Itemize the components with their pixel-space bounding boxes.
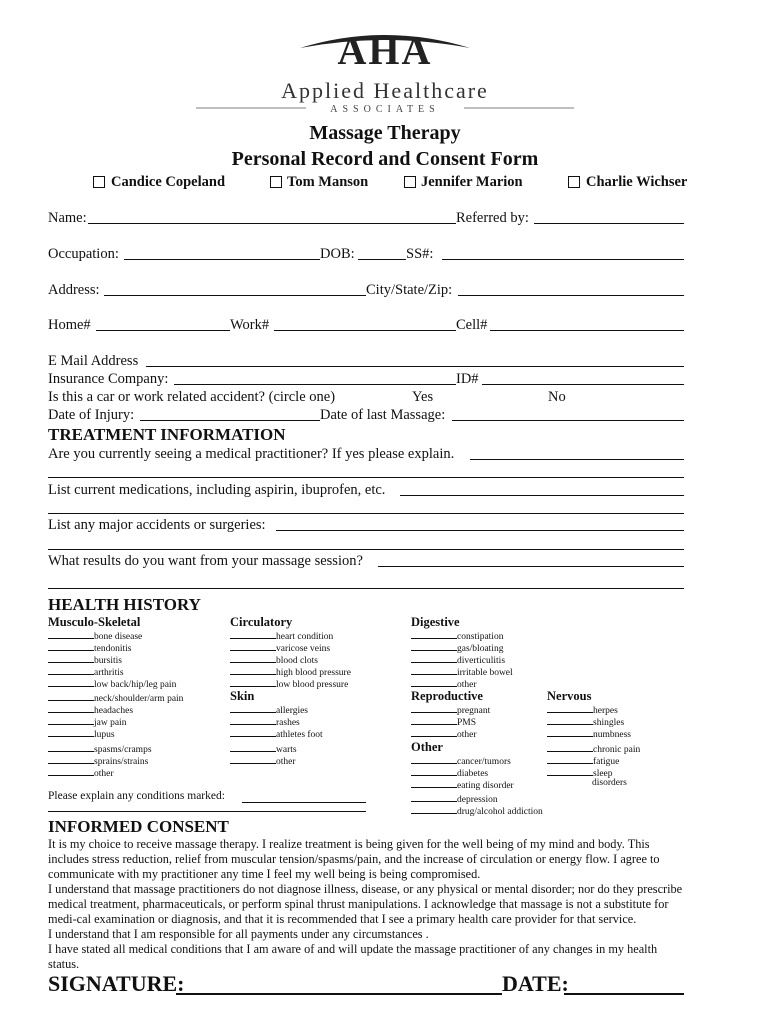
condition-item[interactable]: shingles xyxy=(547,715,624,728)
circulatory-heading: Circulatory xyxy=(230,615,293,629)
condition-item[interactable]: other xyxy=(411,727,477,740)
injury-row xyxy=(48,407,684,427)
insurance-field[interactable] xyxy=(174,371,456,385)
condition-item[interactable]: heart condition xyxy=(230,629,333,642)
condition-item[interactable]: low back/hip/leg pain xyxy=(48,677,176,690)
consent-text xyxy=(48,837,688,972)
work-label: Work# xyxy=(230,317,270,333)
consent-paragraph-1: It is my choice to receive massage therapy. I realize treatment is being given for the well being of my mind and body. This includes stress reduction, relief from muscular tension/spasms/pain, and the increase of circulation or energy flow. I agree to communicate with my practitioner any time I feel my well being is being compromised. xyxy=(48,837,660,881)
treatment-q2-extra-line[interactable] xyxy=(48,513,684,514)
insurance-row xyxy=(48,371,684,391)
treatment-heading: TREATMENT INFORMATION xyxy=(48,425,286,444)
condition-item[interactable]: low blood pressure xyxy=(230,677,348,690)
health-heading: HEALTH HISTORY xyxy=(48,595,201,614)
treatment-q3-row xyxy=(48,517,684,537)
condition-item-continued: disorders xyxy=(592,778,627,788)
condition-item[interactable]: lupus xyxy=(48,727,115,740)
treatment-q1-extra-line[interactable] xyxy=(48,477,684,478)
therapist-checkbox-2[interactable] xyxy=(270,176,282,188)
aha-logo-mark xyxy=(0,18,770,118)
occupation-label: Occupation: xyxy=(48,246,119,262)
address-label: Address: xyxy=(48,282,100,298)
logo-sub-text: ASSOCIATES xyxy=(330,104,440,115)
accident-question: Is this a car or work related accident? (circle one) xyxy=(48,389,336,405)
condition-item[interactable]: gas/bloating xyxy=(411,641,503,654)
signature-label: SIGNATURE: xyxy=(48,971,185,996)
reproductive-heading: Reproductive xyxy=(411,689,483,703)
injury-date-label: Date of Injury: xyxy=(48,407,135,423)
accident-no-option[interactable]: No xyxy=(548,389,566,405)
treatment-q1-row xyxy=(48,446,684,466)
name-field[interactable] xyxy=(88,210,456,224)
treatment-q2-row xyxy=(48,482,684,502)
name-row xyxy=(48,210,684,230)
explain-extra-line[interactable] xyxy=(48,811,366,812)
cell-field[interactable] xyxy=(490,317,684,331)
work-field[interactable] xyxy=(274,317,456,331)
dob-field[interactable] xyxy=(358,246,406,260)
treatment-q4-label: What results do you want from your massage session? xyxy=(48,553,363,569)
musculo-heading: Musculo-Skeletal xyxy=(48,615,141,629)
address-row xyxy=(48,282,684,302)
therapist-label-4: Charlie Wichser xyxy=(586,174,688,190)
city-label: City/State/Zip: xyxy=(366,282,453,298)
condition-item[interactable]: warts xyxy=(230,742,297,755)
condition-item[interactable]: bursitis xyxy=(48,653,122,666)
logo-name-text: Applied Healthcare xyxy=(281,78,489,103)
condition-item[interactable]: constipation xyxy=(411,629,503,642)
occupation-field[interactable] xyxy=(124,246,320,260)
therapist-checkbox-4[interactable] xyxy=(568,176,580,188)
treatment-q3-label: List any major accidents or surgeries: xyxy=(48,517,266,533)
treatment-q1-field[interactable] xyxy=(470,446,684,460)
condition-item[interactable]: neck/shoulder/arm pain xyxy=(48,691,183,704)
skin-heading: Skin xyxy=(230,689,255,703)
nervous-heading: Nervous xyxy=(547,689,592,703)
email-label: E Mail Address xyxy=(48,353,139,369)
therapist-checkbox-1[interactable] xyxy=(93,176,105,188)
condition-item[interactable]: eating disorder xyxy=(411,778,514,791)
condition-item[interactable]: other xyxy=(411,677,477,690)
therapist-checkbox-3[interactable] xyxy=(404,176,416,188)
consent-heading: INFORMED CONSENT xyxy=(48,817,229,836)
email-field[interactable] xyxy=(146,353,684,367)
therapist-label-2: Tom Manson xyxy=(287,174,369,190)
phone-row xyxy=(48,317,684,337)
condition-item[interactable]: rashes xyxy=(230,715,300,728)
cell-label: Cell# xyxy=(456,317,488,333)
treatment-q2-field[interactable] xyxy=(400,482,684,496)
digestive-heading: Digestive xyxy=(411,615,460,629)
consent-paragraph-3: I understand that I am responsible for all payments under any circumstances . xyxy=(48,927,429,941)
condition-item[interactable]: varicose veins xyxy=(230,641,330,654)
condition-item[interactable]: diabetes xyxy=(411,766,488,779)
condition-item[interactable]: headaches xyxy=(48,703,133,716)
address-field[interactable] xyxy=(104,282,366,296)
last-massage-label: Date of last Massage: xyxy=(320,407,446,423)
condition-item[interactable]: allergies xyxy=(230,703,308,716)
id-label: ID# xyxy=(456,371,479,387)
condition-item[interactable]: PMS xyxy=(411,715,476,728)
condition-item[interactable]: herpes xyxy=(547,703,618,716)
home-field[interactable] xyxy=(96,317,230,331)
referred-label: Referred by: xyxy=(456,210,529,226)
condition-item[interactable]: diverticulitis xyxy=(411,653,505,666)
id-field[interactable] xyxy=(482,371,684,385)
treatment-q4-row xyxy=(48,553,684,573)
referred-field[interactable] xyxy=(534,210,684,224)
therapist-label-3: Jennifer Marion xyxy=(421,174,523,190)
date-label: DATE: xyxy=(502,971,569,996)
email-row xyxy=(48,353,684,373)
condition-item[interactable]: numbness xyxy=(547,727,631,740)
accident-yes-option[interactable]: Yes xyxy=(412,389,434,405)
condition-item[interactable]: athletes foot xyxy=(230,727,323,740)
form-subtitle: Personal Record and Consent Form xyxy=(231,148,539,170)
condition-item[interactable]: arthritis xyxy=(48,665,124,678)
logo-mark-text: AHA xyxy=(337,28,433,73)
condition-item[interactable]: high blood pressure xyxy=(230,665,351,678)
condition-item[interactable]: bone disease xyxy=(48,629,142,642)
condition-item[interactable]: other xyxy=(48,766,114,779)
signature-field[interactable] xyxy=(176,973,502,995)
occupation-row xyxy=(48,246,684,266)
condition-item[interactable]: fatigue xyxy=(547,754,619,767)
treatment-q4-field[interactable] xyxy=(378,553,684,567)
treatment-q3-extra-line[interactable] xyxy=(48,549,684,550)
name-label: Name: xyxy=(48,210,87,226)
condition-item[interactable]: irritable bowel xyxy=(411,665,513,678)
other-heading: Other xyxy=(411,740,443,754)
condition-item[interactable]: tendonitis xyxy=(48,641,131,654)
condition-item[interactable]: sprains/strains xyxy=(48,754,148,767)
consent-paragraph-4: I have stated all medical conditions that I am aware of and will update the massage practitioner of any changes in my health status. xyxy=(48,942,658,971)
company-logo xyxy=(0,18,770,118)
city-field[interactable] xyxy=(458,282,684,296)
condition-item[interactable]: blood clots xyxy=(230,653,318,666)
treatment-q2-label: List current medications, including aspirin, ibuprofen, etc. xyxy=(48,482,386,498)
condition-item[interactable]: jaw pain xyxy=(48,715,126,728)
date-field[interactable] xyxy=(564,973,684,995)
explain-label: Please explain any conditions marked: xyxy=(48,790,225,802)
consent-paragraph-2: I understand that massage practitioners do not diagnose illness, disease, or any physical or mental disorder; nor do they prescribe medical treatment, pharmaceuticals, or perform spinal thrust manipulations. I acknowledge that massage is not a substitute for medi-cal examination or diagnosis, and that it is recommended that I see a primary health care provider for that service. xyxy=(48,882,683,926)
condition-item[interactable]: other xyxy=(230,754,296,767)
home-label: Home# xyxy=(48,317,91,333)
ss-field[interactable] xyxy=(442,246,684,260)
last-massage-field[interactable] xyxy=(452,407,684,421)
treatment-q1-label: Are you currently seeing a medical practitioner? If yes please explain. xyxy=(48,446,455,462)
ss-label: SS#: xyxy=(406,246,434,262)
condition-item[interactable]: pregnant xyxy=(411,703,490,716)
dob-label: DOB: xyxy=(320,246,355,262)
treatment-q3-field[interactable] xyxy=(276,517,684,531)
condition-item[interactable]: chronic pain xyxy=(547,742,640,755)
injury-date-field[interactable] xyxy=(140,407,320,421)
insurance-label: Insurance Company: xyxy=(48,371,169,387)
condition-item[interactable]: cancer/tumors xyxy=(411,754,511,767)
therapist-label-1: Candice Copeland xyxy=(111,174,226,190)
form-title: Massage Therapy xyxy=(309,122,461,144)
explain-field[interactable] xyxy=(242,790,366,803)
treatment-q4-extra-line[interactable] xyxy=(48,588,684,589)
condition-item[interactable]: spasms/cramps xyxy=(48,742,152,755)
condition-item[interactable]: depression xyxy=(411,792,498,805)
condition-item[interactable]: sleep xyxy=(547,766,613,779)
therapist-options xyxy=(0,174,770,196)
condition-item[interactable]: drug/alcohol addiction xyxy=(411,804,543,817)
accident-row xyxy=(48,389,684,409)
